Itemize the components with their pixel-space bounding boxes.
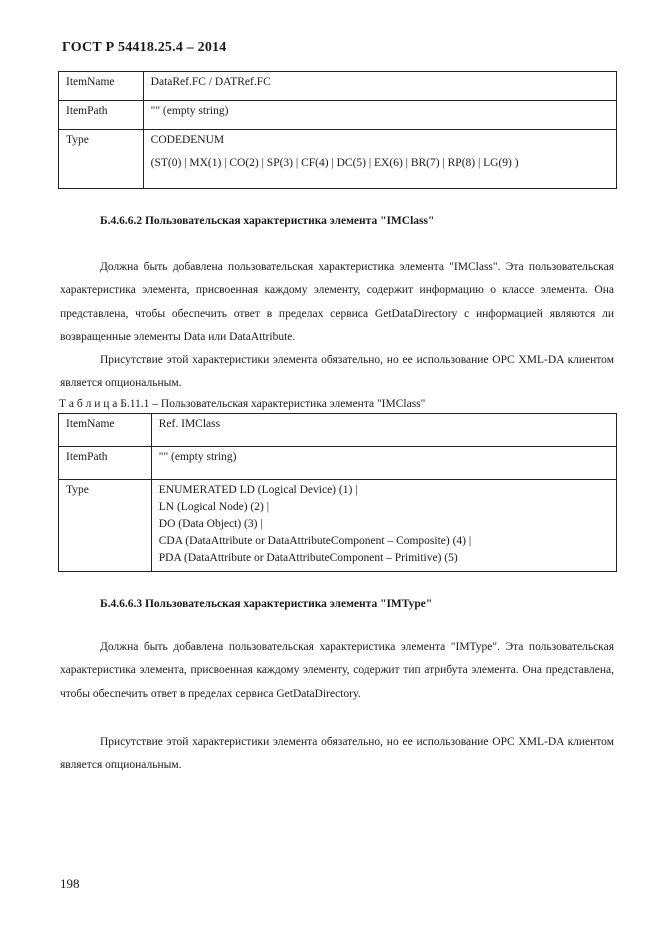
table-row: [59, 101, 617, 130]
cell-line: DO (Data Object) (3) |: [158, 518, 263, 530]
section-heading-imtype: Б.4.6.6.3 Пользовательская характеристика элемента "IMType": [100, 598, 433, 610]
cell-line: "" (empty string): [150, 105, 229, 117]
table-row: [59, 480, 617, 572]
table-cell-key: ItemPath: [59, 447, 152, 480]
table-row: [59, 414, 617, 447]
cell-line: PDA (DataAttribute or DataAttributeComponent – Primitive) (5): [158, 552, 458, 564]
table-cell-key: Type: [59, 130, 144, 189]
paragraph: Должна быть добавлена пользовательская характеристика элемента "IMClass". Эта пользовательская характеристика элемента, присвоенная каждому элементу, содержит информацию о классе элемента. Она представлена, чтобы обеспечить ответ в пределах сервиса GetDataDirectory с информацией являются ли возвращенные элементы Data или DataAttribute.: [60, 261, 614, 343]
table-cell-value: [143, 72, 616, 101]
table-cell-key: ItemPath: [59, 101, 144, 130]
table-cell-value: [151, 447, 616, 480]
table-row: [59, 130, 617, 189]
table-cell-value: [143, 101, 616, 130]
table-row: [59, 72, 617, 101]
cell-line: ENUMERATED LD (Logical Device) (1) |: [158, 484, 358, 496]
table-cell-value: [151, 480, 616, 572]
table-cell-key: ItemName: [59, 414, 152, 447]
table-cell-value: [151, 414, 616, 447]
page-number: 198: [60, 876, 80, 891]
document-header: ГОСТ Р 54418.25.4 – 2014: [62, 40, 227, 55]
paragraph: Присутствие этой характеристики элемента обязательно, но ее использование OPC XML-DA клиентом является опциональным.: [60, 354, 614, 390]
table-cell-key: ItemName: [59, 72, 144, 101]
item-properties-table-fc: [58, 71, 617, 189]
cell-line: LN (Logical Node) (2) |: [158, 501, 269, 513]
table-row: [59, 447, 617, 480]
cell-line: "" (empty string): [158, 451, 237, 463]
table-cell-value: [143, 130, 616, 189]
item-properties-table-imclass: [58, 413, 617, 572]
section-heading-imclass: Б.4.6.6.2 Пользовательская характеристика элемента "IMClass": [100, 215, 435, 227]
cell-line: DataRef.FC / DATRef.FC: [150, 76, 271, 88]
cell-line: (ST(0) | MX(1) | CO(2) | SP(3) | CF(4) | DC(5) | EX(6) | BR(7) | RP(8) | LG(9) ): [150, 157, 519, 169]
cell-line: CDA (DataAttribute or DataAttributeComponent – Composite) (4) |: [158, 535, 472, 547]
table-cell-key: Type: [59, 480, 152, 572]
cell-line: Ref. IMClass: [158, 418, 221, 430]
table-caption: Т а б л и ц а Б.11.1 – Пользовательская характеристика элемента "IMClass": [59, 398, 426, 410]
cell-line: CODEDENUM: [150, 134, 225, 146]
paragraph: Должна быть добавлена пользовательская характеристика элемента "IMType". Эта пользовательская характеристика элемента, присвоенная каждому элементу, содержит тип атрибута элемента. Она представлена, чтобы обеспечить ответ в пределах сервиса GetDataDirectory.: [60, 641, 614, 700]
paragraph: Присутствие этой характеристики элемента обязательно, но ее использование OPC XML-DA клиентом является опциональным.: [60, 736, 614, 772]
